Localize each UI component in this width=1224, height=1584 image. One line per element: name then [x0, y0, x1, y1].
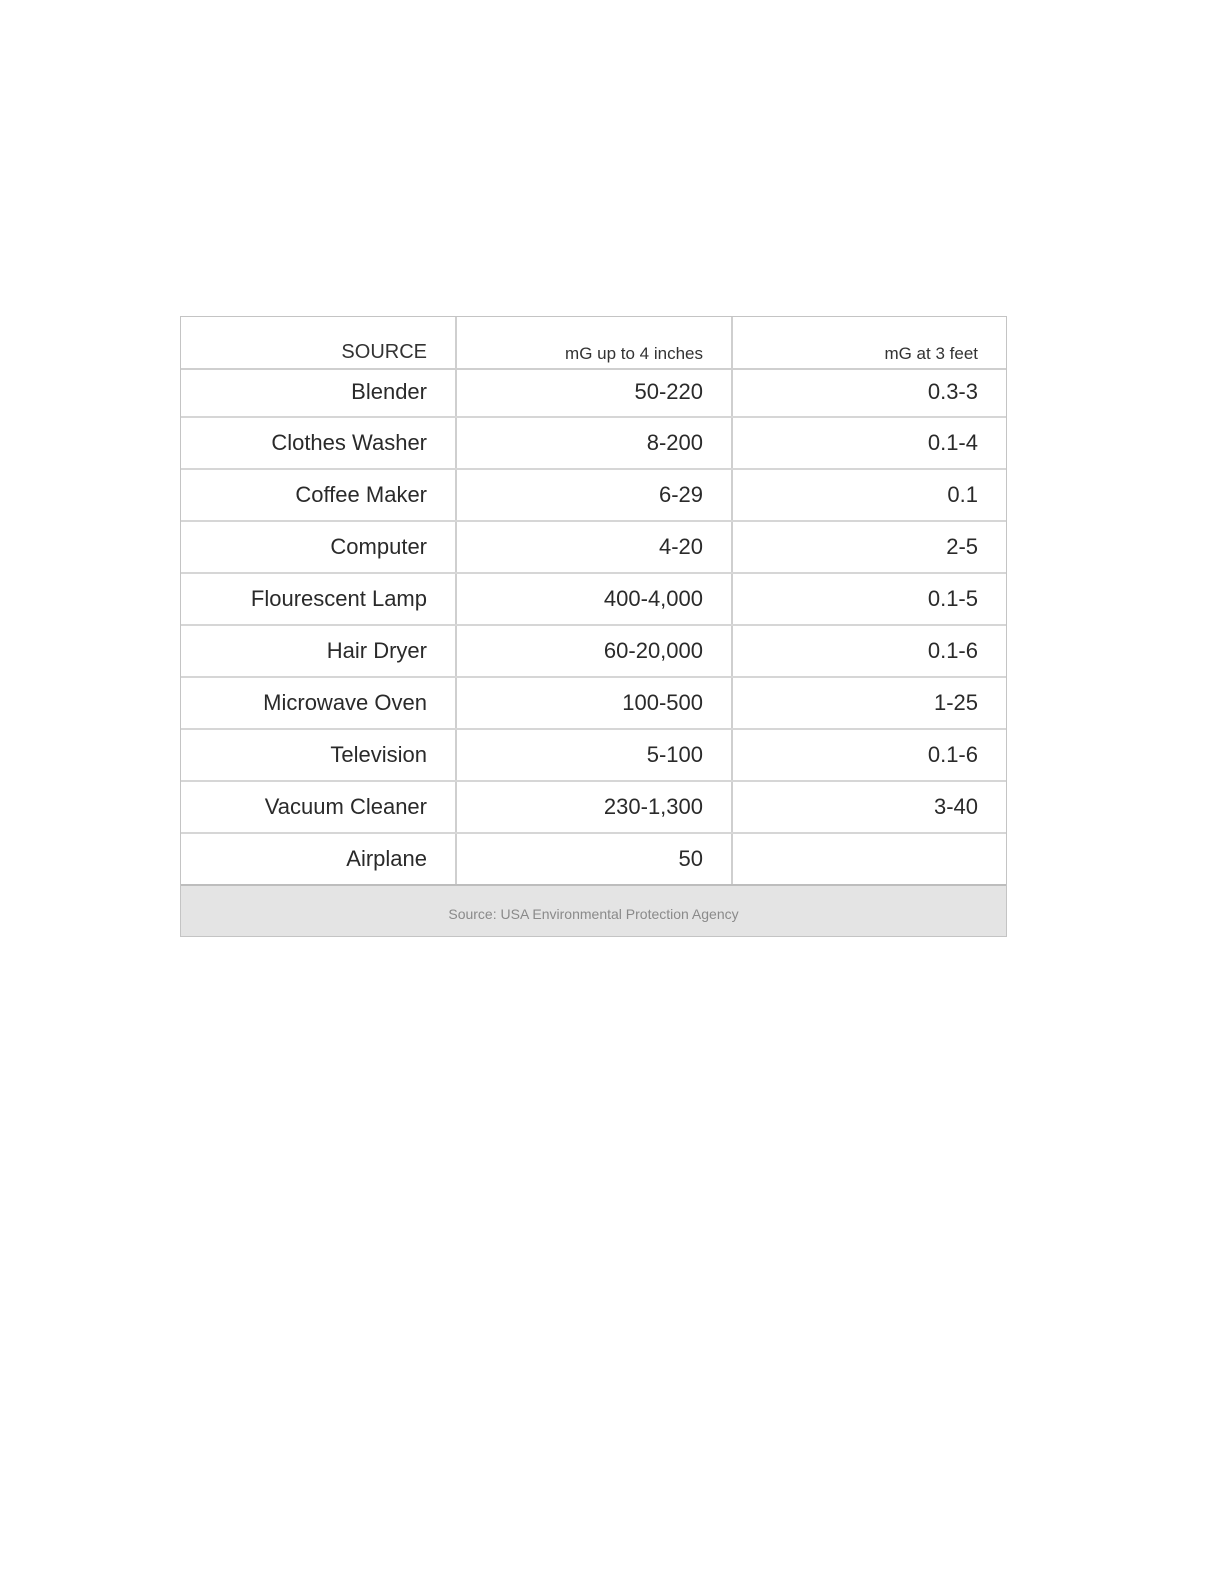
- far-value-cell: 0.1-4: [732, 417, 1006, 469]
- table-row: [181, 833, 1006, 885]
- far-value-cell: 0.1: [732, 469, 1006, 521]
- far-value-cell: 0.3-3: [732, 369, 1006, 417]
- near-value-cell: 8-200: [456, 417, 732, 469]
- source-cell: Airplane: [181, 833, 456, 885]
- source-cell: Flourescent Lamp: [181, 573, 456, 625]
- header-at-3-feet: mG at 3 feet: [732, 317, 1006, 369]
- table-row: [181, 729, 1006, 781]
- far-value-cell: 1-25: [732, 677, 1006, 729]
- table-row: [181, 677, 1006, 729]
- near-value-cell: 4-20: [456, 521, 732, 573]
- far-value-cell: 2-5: [732, 521, 1006, 573]
- source-cell: Microwave Oven: [181, 677, 456, 729]
- source-cell: Coffee Maker: [181, 469, 456, 521]
- near-value-cell: 6-29: [456, 469, 732, 521]
- source-footer: Source: USA Environmental Protection Agency: [181, 886, 1006, 936]
- table-row: [181, 521, 1006, 573]
- near-value-cell: 5-100: [456, 729, 732, 781]
- header-source: SOURCE: [181, 317, 456, 369]
- near-value-cell: 100-500: [456, 677, 732, 729]
- emf-table: [180, 316, 1007, 937]
- table-row: [181, 369, 1006, 417]
- far-value-cell: 0.1-6: [732, 729, 1006, 781]
- far-value-cell: 0.1-6: [732, 625, 1006, 677]
- near-value-cell: 60-20,000: [456, 625, 732, 677]
- near-value-cell: 50: [456, 833, 732, 885]
- far-value-cell: 0.1-5: [732, 573, 1006, 625]
- source-cell: Blender: [181, 369, 456, 417]
- emf-data-table: [181, 317, 1006, 886]
- near-value-cell: 50-220: [456, 369, 732, 417]
- source-cell: Hair Dryer: [181, 625, 456, 677]
- header-up-to-4-inches: mG up to 4 inches: [456, 317, 732, 369]
- source-cell: Television: [181, 729, 456, 781]
- far-value-cell: [732, 833, 1006, 885]
- source-cell: Vacuum Cleaner: [181, 781, 456, 833]
- near-value-cell: 400-4,000: [456, 573, 732, 625]
- table-row: [181, 573, 1006, 625]
- table-row: [181, 781, 1006, 833]
- source-cell: Clothes Washer: [181, 417, 456, 469]
- table-row: [181, 417, 1006, 469]
- table-row: [181, 625, 1006, 677]
- far-value-cell: 3-40: [732, 781, 1006, 833]
- source-cell: Computer: [181, 521, 456, 573]
- table-row: [181, 469, 1006, 521]
- header-row: [181, 317, 1006, 369]
- near-value-cell: 230-1,300: [456, 781, 732, 833]
